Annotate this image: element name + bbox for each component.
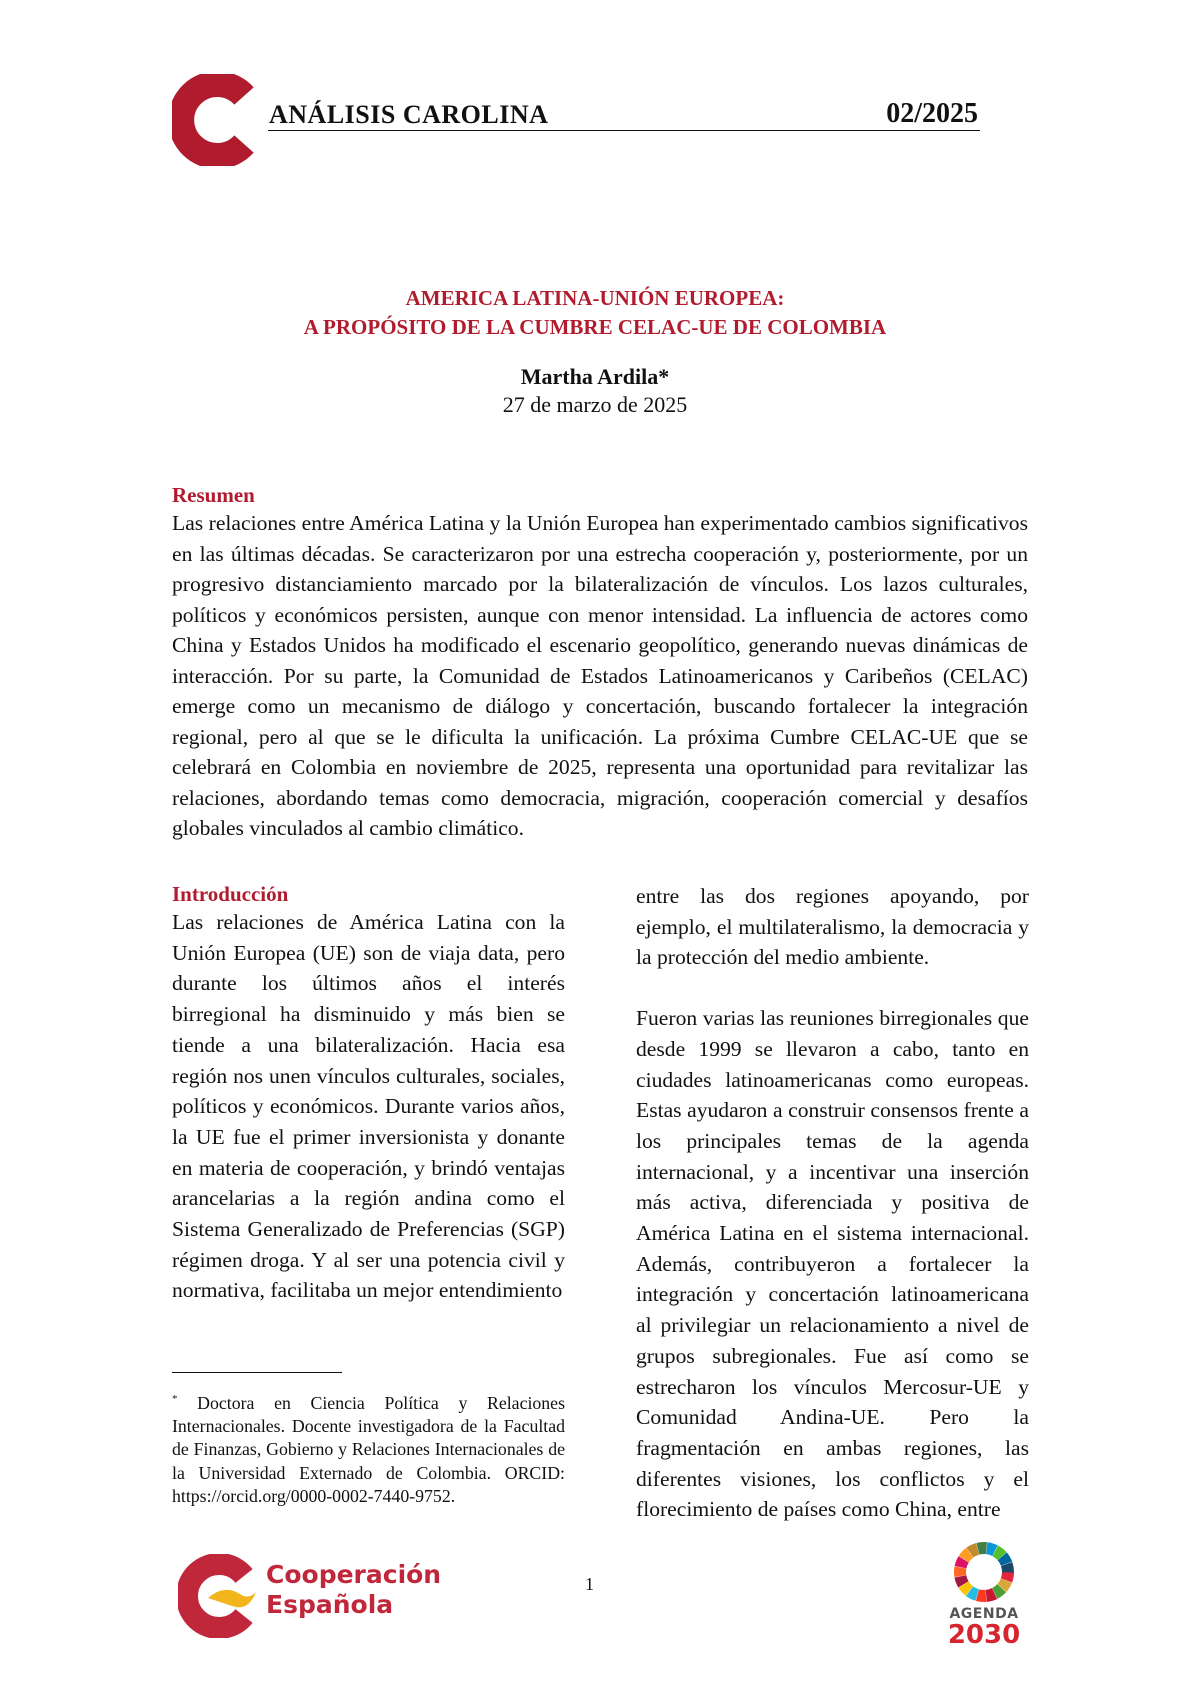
document-title: AMERICA LATINA-UNIÓN EUROPEA: A PROPÓSITO DE LA CUMBRE CELAC-UE DE COLOMBIA (303, 286, 887, 339)
introduction-paragraph: Las relaciones de América Latina con la Unión Europea (UE) son de viaja data, pero durante los últimos años el interés birregional ha disminuido y más bien se tiende a una bilateralización. Hacia esa región nos unen vínculos culturales, sociales, políticos y económicos. Durante varios años, la UE fue el primer inversionista y donante en materia de cooperación, y brindó ventajas arancelarias a la región andina como el Sistema Generalizado de Preferencias (SGP) régimen droga. Y al ser una potencia civil y normativa, facilitaba un mejor entendimiento (172, 910, 565, 1303)
abstract-section (172, 483, 1028, 844)
header-rule (268, 130, 980, 131)
cooperacion-espanola-wordmark: Cooperación Española (266, 1560, 442, 1619)
sdg-wheel-icon (952, 1540, 1016, 1604)
abstract-text: Las relaciones entre América Latina y la Unión Europea han experimentado cambios significativos en las últimas décadas. Se caracterizaron por una estrecha cooperación y, posteriormente, por un progresivo distanciamiento marcado por la bilateralización de vínculos. Los lazos culturales, políticos y económicos persisten, aunque con menor intensidad. La influencia de actores como China y Estados Unidos ha modificado el escenario geopolítico, generando nuevas dinámicas de interacción. Por su parte, la Comunidad de Estados Latinoamericanos y Caribeños (CELAC) emerge como un mecanismo de diálogo y concertación, buscando fortalecer la integración regional, pero al que se le dificulta la unificación. La próxima Cumbre CELAC-UE que se celebrará en Colombia en noviembre de 2025, representa una oportunidad para revitalizar las relaciones, abordando temas como democracia, migración, cooperación comercial y desafíos globales vinculados al cambio climático. (172, 511, 1028, 840)
agenda-year: 2030 (947, 1620, 1021, 1650)
series-title: ANÁLISIS CAROLINA (269, 100, 549, 129)
author-footnote: * Doctora en Ciencia Política y Relaciones Internacionales. Docente investigadora de la Facultad de Finanzas, Gobierno y Relaciones Internacionales de la Universidad Externado de Colombia. ORCID: https://orcid.org/0000-0002-7440-9752. (172, 1392, 565, 1506)
footnote-rule (172, 1372, 342, 1373)
introduction-right-column (636, 881, 1029, 1525)
author-name: Martha Ardila* (520, 364, 670, 389)
introduction-heading: Introducción (172, 882, 289, 906)
cooperacion-espanola-logo-icon (178, 1554, 258, 1638)
page-number: 1 (585, 1574, 594, 1594)
agenda-2030-logo (944, 1540, 1024, 1648)
body-paragraph: Fueron varias las reuniones birregionales que desde 1999 se llevaron a cabo, tanto en ciudades latinoamericanas como europeas. Estas ayudaron a construir consensos frente a los principales temas de la agenda internacional, y a incentivar una inserción más activa, diferenciada y positiva de América Latina en el sistema internacional. Además, contribuyeron a fortalecer la integración y concertación latinoamericana al privilegiar un relacionamiento a nivel de grupos subregionales. Fue así como se estrecharon los vínculos Mercosur-UE y Comunidad Andina-UE. Pero la fragmentación en ambas regiones, las diferentes visiones, los conflictos y el florecimiento de países como China, entre (636, 1006, 1029, 1522)
issue-number: 02/2025 (886, 98, 978, 129)
publication-date: 27 de marzo de 2025 (502, 392, 688, 417)
fundacion-carolina-logo (172, 74, 256, 166)
abstract-heading: Resumen (172, 483, 255, 507)
introduction-left-column (172, 882, 565, 1306)
body-paragraph: entre las dos regiones apoyando, por ejemplo, el multilateralismo, la democracia y la protección del medio ambiente. (636, 884, 1029, 970)
agenda-label: AGENDA (949, 1606, 1019, 1622)
